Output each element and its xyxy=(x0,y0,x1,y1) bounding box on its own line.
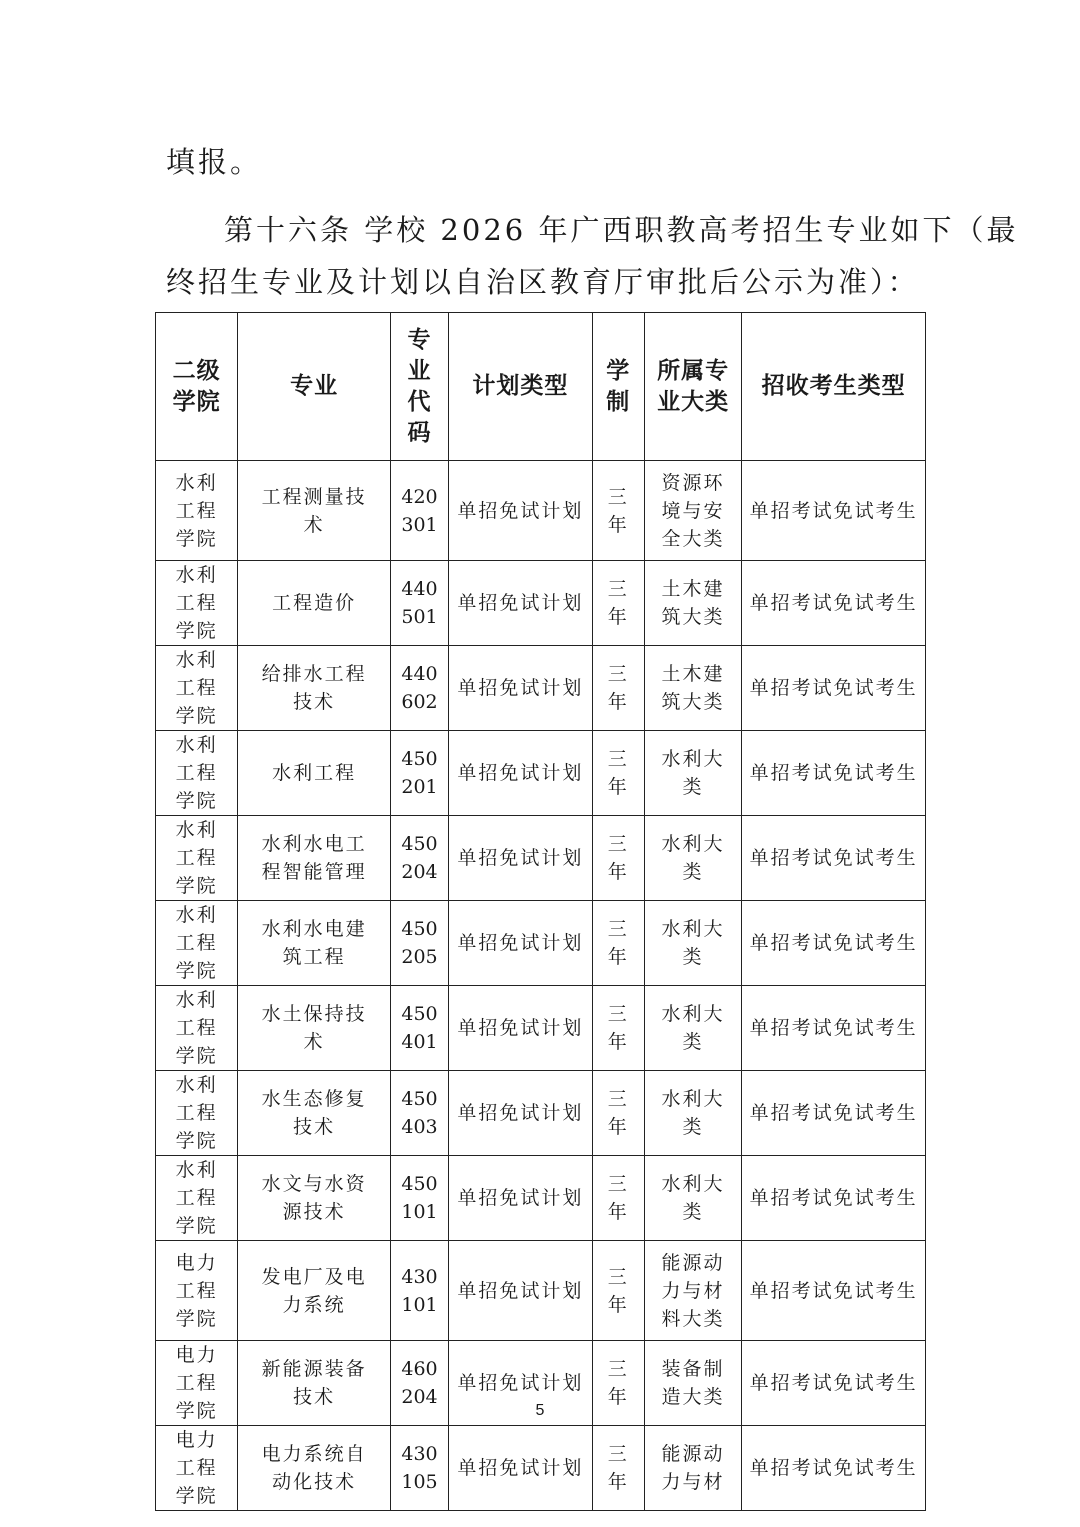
cell-category: 装备制造大类 xyxy=(644,1341,741,1426)
cell-plan: 单招免试计划 xyxy=(449,1241,593,1341)
cell-major: 发电厂及电力系统 xyxy=(238,1241,391,1341)
cell-code: 420301 xyxy=(390,461,448,561)
cell-code: 460204 xyxy=(390,1341,448,1426)
cell-plan: 单招免试计划 xyxy=(449,646,593,731)
cell-plan: 单招免试计划 xyxy=(449,1341,593,1426)
cell-major: 水利水电工程智能管理 xyxy=(238,816,391,901)
table-row xyxy=(156,986,926,1071)
cell-major: 电力系统自动化技术 xyxy=(238,1426,391,1511)
cell-plan: 单招免试计划 xyxy=(449,1071,593,1156)
cell-category: 水利大类 xyxy=(644,816,741,901)
cell-college: 水利工程学院 xyxy=(156,816,238,901)
cell-major: 水文与水资源技术 xyxy=(238,1156,391,1241)
cell-category: 能源动力与材料大类 xyxy=(644,1241,741,1341)
cell-category: 土木建筑大类 xyxy=(644,561,741,646)
cell-major: 新能源装备技术 xyxy=(238,1341,391,1426)
cell-major: 水利工程 xyxy=(238,731,391,816)
cell-major: 工程造价 xyxy=(238,561,391,646)
cell-type: 单招考试免试考生 xyxy=(742,816,926,901)
cell-major: 工程测量技术 xyxy=(238,461,391,561)
header-major: 专业 xyxy=(238,313,391,461)
cell-major: 水生态修复技术 xyxy=(238,1071,391,1156)
cell-plan: 单招免试计划 xyxy=(449,816,593,901)
cell-major: 给排水工程技术 xyxy=(238,646,391,731)
cell-college: 水利工程学院 xyxy=(156,646,238,731)
cell-type: 单招考试免试考生 xyxy=(742,1241,926,1341)
cell-code: 430105 xyxy=(390,1426,448,1511)
cell-college: 电力工程学院 xyxy=(156,1241,238,1341)
cell-type: 单招考试免试考生 xyxy=(742,461,926,561)
cell-college: 水利工程学院 xyxy=(156,1156,238,1241)
cell-plan: 单招免试计划 xyxy=(449,901,593,986)
cell-duration: 三年 xyxy=(592,646,644,731)
cell-duration: 三年 xyxy=(592,1241,644,1341)
table-row xyxy=(156,461,926,561)
cell-type: 单招考试免试考生 xyxy=(742,1156,926,1241)
cell-plan: 单招免试计划 xyxy=(449,1156,593,1241)
cell-duration: 三年 xyxy=(592,1341,644,1426)
cell-code: 450205 xyxy=(390,901,448,986)
cell-duration: 三年 xyxy=(592,461,644,561)
cell-category: 水利大类 xyxy=(644,731,741,816)
cell-category: 水利大类 xyxy=(644,901,741,986)
cell-category: 水利大类 xyxy=(644,1156,741,1241)
cell-major: 水土保持技术 xyxy=(238,986,391,1071)
cell-duration: 三年 xyxy=(592,1071,644,1156)
cell-type: 单招考试免试考生 xyxy=(742,986,926,1071)
cell-category: 水利大类 xyxy=(644,986,741,1071)
header-code: 专业代码 xyxy=(390,313,448,461)
table-row xyxy=(156,1071,926,1156)
cell-code: 440501 xyxy=(390,561,448,646)
cell-college: 水利工程学院 xyxy=(156,986,238,1071)
cell-code: 430101 xyxy=(390,1241,448,1341)
page-number: 5 xyxy=(535,1402,545,1419)
cell-category: 能源动力与材 xyxy=(644,1426,741,1511)
table-row xyxy=(156,1156,926,1241)
cell-category: 土木建筑大类 xyxy=(644,646,741,731)
cell-duration: 三年 xyxy=(592,1156,644,1241)
cell-college: 电力工程学院 xyxy=(156,1426,238,1511)
cell-plan: 单招免试计划 xyxy=(449,561,593,646)
cell-category: 水利大类 xyxy=(644,1071,741,1156)
article-16-line-2: 终招生专业及计划以自治区教育厅审批后公示为准）： xyxy=(166,265,920,299)
cell-duration: 三年 xyxy=(592,731,644,816)
cell-type: 单招考试免试考生 xyxy=(742,561,926,646)
cell-plan: 单招免试计划 xyxy=(449,1426,593,1511)
cell-duration: 三年 xyxy=(592,901,644,986)
cell-type: 单招考试免试考生 xyxy=(742,731,926,816)
table-row xyxy=(156,646,926,731)
cell-plan: 单招免试计划 xyxy=(449,461,593,561)
cell-duration: 三年 xyxy=(592,561,644,646)
table-row xyxy=(156,561,926,646)
header-category: 所属专业大类 xyxy=(644,313,741,461)
header-college: 二级学院 xyxy=(156,313,238,461)
cell-college: 水利工程学院 xyxy=(156,561,238,646)
cell-type: 单招考试免试考生 xyxy=(742,1341,926,1426)
cell-plan: 单招免试计划 xyxy=(449,731,593,816)
cell-duration: 三年 xyxy=(592,1426,644,1511)
header-type: 招收考生类型 xyxy=(742,313,926,461)
cell-type: 单招考试免试考生 xyxy=(742,1071,926,1156)
header-duration: 学制 xyxy=(592,313,644,461)
header-plan: 计划类型 xyxy=(449,313,593,461)
table-header-row xyxy=(156,313,926,461)
cell-college: 水利工程学院 xyxy=(156,731,238,816)
cell-code: 450204 xyxy=(390,816,448,901)
cell-type: 单招考试免试考生 xyxy=(742,646,926,731)
table-row xyxy=(156,1241,926,1341)
table-row xyxy=(156,901,926,986)
cell-college: 水利工程学院 xyxy=(156,1071,238,1156)
cell-code: 450401 xyxy=(390,986,448,1071)
cell-code: 450403 xyxy=(390,1071,448,1156)
cell-code: 450201 xyxy=(390,731,448,816)
cell-plan: 单招免试计划 xyxy=(449,986,593,1071)
table-row xyxy=(156,731,926,816)
cell-college: 水利工程学院 xyxy=(156,461,238,561)
table-row xyxy=(156,816,926,901)
enrollment-majors-table xyxy=(155,312,926,1511)
cell-duration: 三年 xyxy=(592,986,644,1071)
cell-code: 450101 xyxy=(390,1156,448,1241)
cell-type: 单招考试免试考生 xyxy=(742,901,926,986)
cell-college: 电力工程学院 xyxy=(156,1341,238,1426)
cell-type: 单招考试免试考生 xyxy=(742,1426,926,1511)
table-row xyxy=(156,1426,926,1511)
paragraph-continuation: 填报。 xyxy=(166,145,263,179)
cell-major: 水利水电建筑工程 xyxy=(238,901,391,986)
cell-college: 水利工程学院 xyxy=(156,901,238,986)
cell-duration: 三年 xyxy=(592,816,644,901)
cell-category: 资源环境与安全大类 xyxy=(644,461,741,561)
cell-code: 440602 xyxy=(390,646,448,731)
article-16-line-1: 第十六条 学校 2026 年广西职教高考招生专业如下（最 xyxy=(224,213,1019,247)
